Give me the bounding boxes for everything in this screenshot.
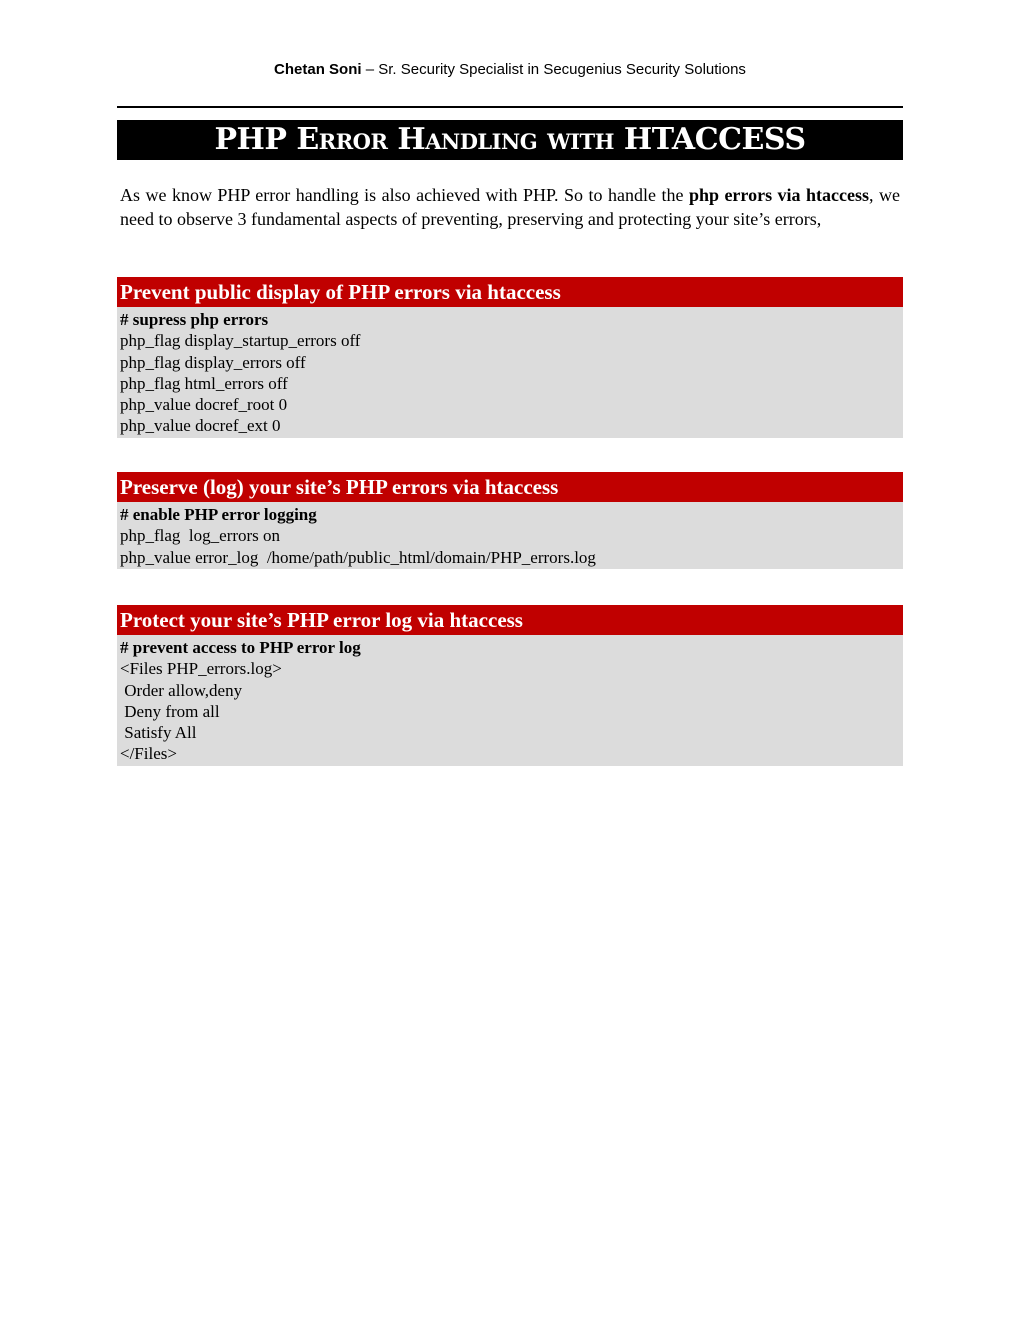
code-line: php_flag display_startup_errors off [120, 331, 361, 351]
code-line: php_value docref_root 0 [120, 395, 288, 415]
section-heading: Protect your site’s PHP error log via htaccess [117, 605, 903, 635]
document-title: PHP Error Handling with HTACCESS [117, 120, 903, 160]
header-divider [117, 106, 903, 108]
intro-text-end: , we need to observe 3 fundamental aspects of preventing, preserving and protecting your site’s errors, [120, 185, 900, 229]
code-block [117, 502, 903, 569]
code-block [117, 635, 903, 766]
code-line: php_value docref_ext 0 [120, 416, 281, 436]
section-heading: Prevent public display of PHP errors via htaccess [117, 277, 903, 307]
code-line: Deny from all [120, 701, 220, 721]
code-comment: # enable PHP error logging [120, 505, 317, 524]
code-line: php_flag display_errors off [120, 352, 306, 372]
section-prevent [117, 277, 903, 438]
code-comment: # supress php errors [120, 310, 269, 329]
code-line: php_value error_log /home/path/public_html/domain/PHP_errors.log [120, 547, 596, 567]
code-line: Order allow,deny [120, 680, 243, 700]
intro-text-start: As we know PHP error handling is also achieved with PHP. So to handle the [120, 185, 689, 205]
code-line: php_flag html_errors off [120, 373, 288, 393]
section-protect [117, 605, 903, 766]
author-role: Sr. Security Specialist in Secugenius Security Solutions [378, 61, 746, 78]
code-block [117, 307, 903, 438]
code-line: Satisfy All [120, 723, 197, 743]
page-header [0, 60, 1020, 80]
code-line: <Files PHP_errors.log> [120, 659, 282, 679]
header-separator: – [361, 61, 379, 78]
code-line: php_flag log_errors on [120, 526, 281, 546]
intro-bold-text: php errors via htaccess [688, 185, 870, 205]
code-comment: # prevent access to PHP error log [120, 638, 361, 657]
intro-paragraph [120, 183, 900, 231]
code-line: </Files> [120, 744, 177, 764]
section-preserve [117, 472, 903, 569]
author-name: Chetan Soni [274, 61, 362, 78]
section-heading: Preserve (log) your site’s PHP errors via htaccess [117, 472, 903, 502]
